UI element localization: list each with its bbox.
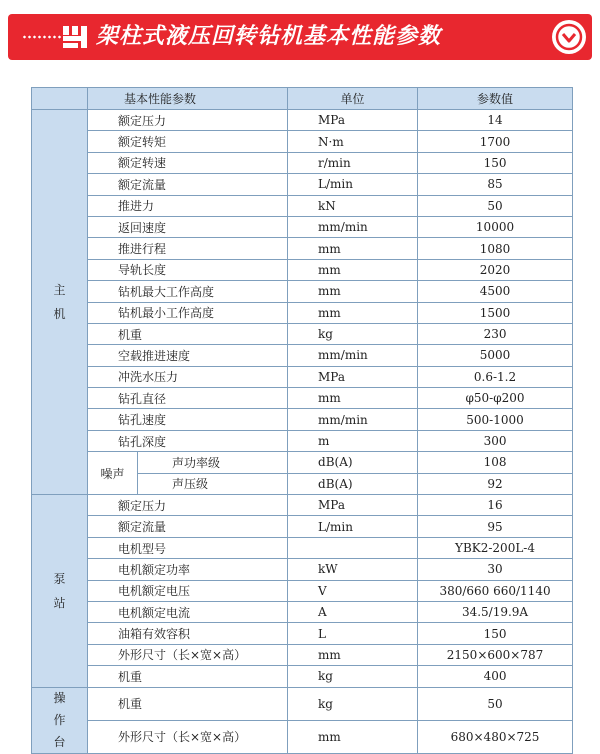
group-label-console bbox=[32, 687, 88, 753]
param-name: 钻孔速度 bbox=[88, 409, 288, 430]
param-value: 108 bbox=[418, 452, 573, 473]
param-name: 冲洗水压力 bbox=[88, 366, 288, 387]
table-row bbox=[32, 259, 573, 280]
param-value: 0.6-1.2 bbox=[418, 366, 573, 387]
param-unit: N·m bbox=[288, 131, 418, 152]
param-value: 95 bbox=[418, 516, 573, 537]
param-unit: dB(A) bbox=[288, 452, 418, 473]
param-name: 空载推进速度 bbox=[88, 345, 288, 366]
table-row bbox=[32, 720, 573, 753]
mark-logo-icon bbox=[62, 23, 90, 51]
param-unit: kg bbox=[288, 323, 418, 344]
param-unit: mm bbox=[288, 644, 418, 665]
param-name: 电机额定功率 bbox=[88, 559, 288, 580]
group-label-main-char: 机 bbox=[53, 307, 66, 322]
table-row bbox=[32, 131, 573, 152]
param-name: 油箱有效容积 bbox=[88, 623, 288, 644]
param-unit: MPa bbox=[288, 366, 418, 387]
group-label-console-char: 操 bbox=[53, 691, 66, 706]
page-title: 架柱式液压回转钻机基本性能参数 bbox=[96, 24, 442, 49]
table-row bbox=[32, 430, 573, 451]
param-name: 机重 bbox=[88, 323, 288, 344]
header-group bbox=[32, 88, 88, 110]
param-value: 14 bbox=[418, 110, 573, 131]
param-name: 声功率级 bbox=[138, 452, 288, 473]
table-row bbox=[32, 452, 573, 473]
table-row bbox=[32, 388, 573, 409]
table-row bbox=[32, 644, 573, 665]
param-name: 外形尺寸（长×宽×高） bbox=[88, 644, 288, 665]
param-value: 680×480×725 bbox=[418, 720, 573, 753]
param-value: 92 bbox=[418, 473, 573, 494]
param-name: 钻孔深度 bbox=[88, 430, 288, 451]
param-value: 150 bbox=[418, 152, 573, 173]
param-value: 10000 bbox=[418, 216, 573, 237]
param-unit bbox=[288, 537, 418, 558]
group-label-console-char: 台 bbox=[53, 735, 66, 750]
param-value: 1080 bbox=[418, 238, 573, 259]
param-value: 4500 bbox=[418, 281, 573, 302]
param-unit: r/min bbox=[288, 152, 418, 173]
param-value: 500-1000 bbox=[418, 409, 573, 430]
param-value: 400 bbox=[418, 666, 573, 687]
param-value: 300 bbox=[418, 430, 573, 451]
table-row bbox=[32, 601, 573, 622]
param-name: 推进行程 bbox=[88, 238, 288, 259]
param-unit: kg bbox=[288, 666, 418, 687]
param-value: YBK2-200L-4 bbox=[418, 537, 573, 558]
param-value: 230 bbox=[418, 323, 573, 344]
table-row bbox=[32, 366, 573, 387]
param-unit: A bbox=[288, 601, 418, 622]
param-name: 声压级 bbox=[138, 473, 288, 494]
table-row bbox=[32, 580, 573, 601]
param-name: 额定压力 bbox=[88, 495, 288, 516]
title-banner bbox=[0, 14, 600, 60]
param-value: 1700 bbox=[418, 131, 573, 152]
header-name: 基本性能参数 bbox=[88, 88, 288, 110]
param-name: 推进力 bbox=[88, 195, 288, 216]
table-row bbox=[32, 323, 573, 344]
param-value: 50 bbox=[418, 687, 573, 720]
param-name: 机重 bbox=[88, 666, 288, 687]
param-unit: L/min bbox=[288, 516, 418, 537]
param-unit: mm bbox=[288, 259, 418, 280]
spec-table bbox=[31, 87, 573, 754]
group-label-pump-char: 泵 bbox=[53, 571, 66, 586]
header-value: 参数值 bbox=[418, 88, 573, 110]
param-unit: V bbox=[288, 580, 418, 601]
param-unit: mm bbox=[288, 281, 418, 302]
param-name: 电机额定电压 bbox=[88, 580, 288, 601]
table-row bbox=[32, 302, 573, 323]
param-name: 返回速度 bbox=[88, 216, 288, 237]
header-unit: 单位 bbox=[288, 88, 418, 110]
group-label-pump-char: 站 bbox=[53, 595, 66, 610]
param-value: 34.5/19.9A bbox=[418, 601, 573, 622]
param-name: 钻孔直径 bbox=[88, 388, 288, 409]
param-unit: mm bbox=[288, 388, 418, 409]
chevron-down-icon bbox=[552, 20, 586, 54]
table-row bbox=[32, 281, 573, 302]
param-unit: MPa bbox=[288, 495, 418, 516]
table-row bbox=[32, 687, 573, 720]
param-name: 电机额定电流 bbox=[88, 601, 288, 622]
param-unit: MPa bbox=[288, 110, 418, 131]
param-unit: dB(A) bbox=[288, 473, 418, 494]
group-label-console-char: 作 bbox=[53, 713, 66, 728]
collapse-button[interactable] bbox=[552, 20, 586, 54]
param-name: 钻机最小工作高度 bbox=[88, 302, 288, 323]
table-row bbox=[32, 195, 573, 216]
table-row bbox=[32, 110, 573, 131]
table-row bbox=[32, 152, 573, 173]
param-value: 85 bbox=[418, 174, 573, 195]
param-unit: mm bbox=[288, 302, 418, 323]
param-name: 导轨长度 bbox=[88, 259, 288, 280]
table-row bbox=[32, 345, 573, 366]
param-value: 1500 bbox=[418, 302, 573, 323]
param-name: 钻机最大工作高度 bbox=[88, 281, 288, 302]
param-name: 外形尺寸（长×宽×高） bbox=[88, 720, 288, 753]
param-name: 机重 bbox=[88, 687, 288, 720]
table-row bbox=[32, 623, 573, 644]
param-value: 30 bbox=[418, 559, 573, 580]
group-label-noise: 噪声 bbox=[88, 452, 138, 495]
param-value: 380/660 660/1140 bbox=[418, 580, 573, 601]
param-name: 额定压力 bbox=[88, 110, 288, 131]
table-row bbox=[32, 559, 573, 580]
param-unit: mm/min bbox=[288, 345, 418, 366]
param-unit: L/min bbox=[288, 174, 418, 195]
param-unit: kg bbox=[288, 687, 418, 720]
param-unit: kN bbox=[288, 195, 418, 216]
param-unit: mm/min bbox=[288, 216, 418, 237]
param-value: 50 bbox=[418, 195, 573, 216]
param-name: 电机型号 bbox=[88, 537, 288, 558]
param-name: 额定转矩 bbox=[88, 131, 288, 152]
table-row bbox=[32, 516, 573, 537]
param-value: 16 bbox=[418, 495, 573, 516]
table-row bbox=[32, 238, 573, 259]
param-name: 额定流量 bbox=[88, 516, 288, 537]
group-label-main bbox=[32, 110, 88, 495]
param-value: 2020 bbox=[418, 259, 573, 280]
group-label-pump bbox=[32, 495, 88, 688]
param-unit: mm bbox=[288, 238, 418, 259]
dotted-line-decoration bbox=[22, 35, 62, 39]
spec-table-container bbox=[31, 87, 572, 754]
param-value: 5000 bbox=[418, 345, 573, 366]
table-row bbox=[32, 174, 573, 195]
table-header-row bbox=[32, 88, 573, 110]
param-unit: mm bbox=[288, 720, 418, 753]
table-row bbox=[32, 216, 573, 237]
param-unit: L bbox=[288, 623, 418, 644]
param-value: 2150×600×787 bbox=[418, 644, 573, 665]
param-unit: m bbox=[288, 430, 418, 451]
param-unit: kW bbox=[288, 559, 418, 580]
param-value: φ50-φ200 bbox=[418, 388, 573, 409]
table-row bbox=[32, 495, 573, 516]
group-label-main-char: 主 bbox=[53, 283, 66, 298]
table-row bbox=[32, 666, 573, 687]
param-name: 额定流量 bbox=[88, 174, 288, 195]
param-unit: mm/min bbox=[288, 409, 418, 430]
table-row bbox=[32, 409, 573, 430]
table-row bbox=[32, 537, 573, 558]
param-name: 额定转速 bbox=[88, 152, 288, 173]
param-value: 150 bbox=[418, 623, 573, 644]
